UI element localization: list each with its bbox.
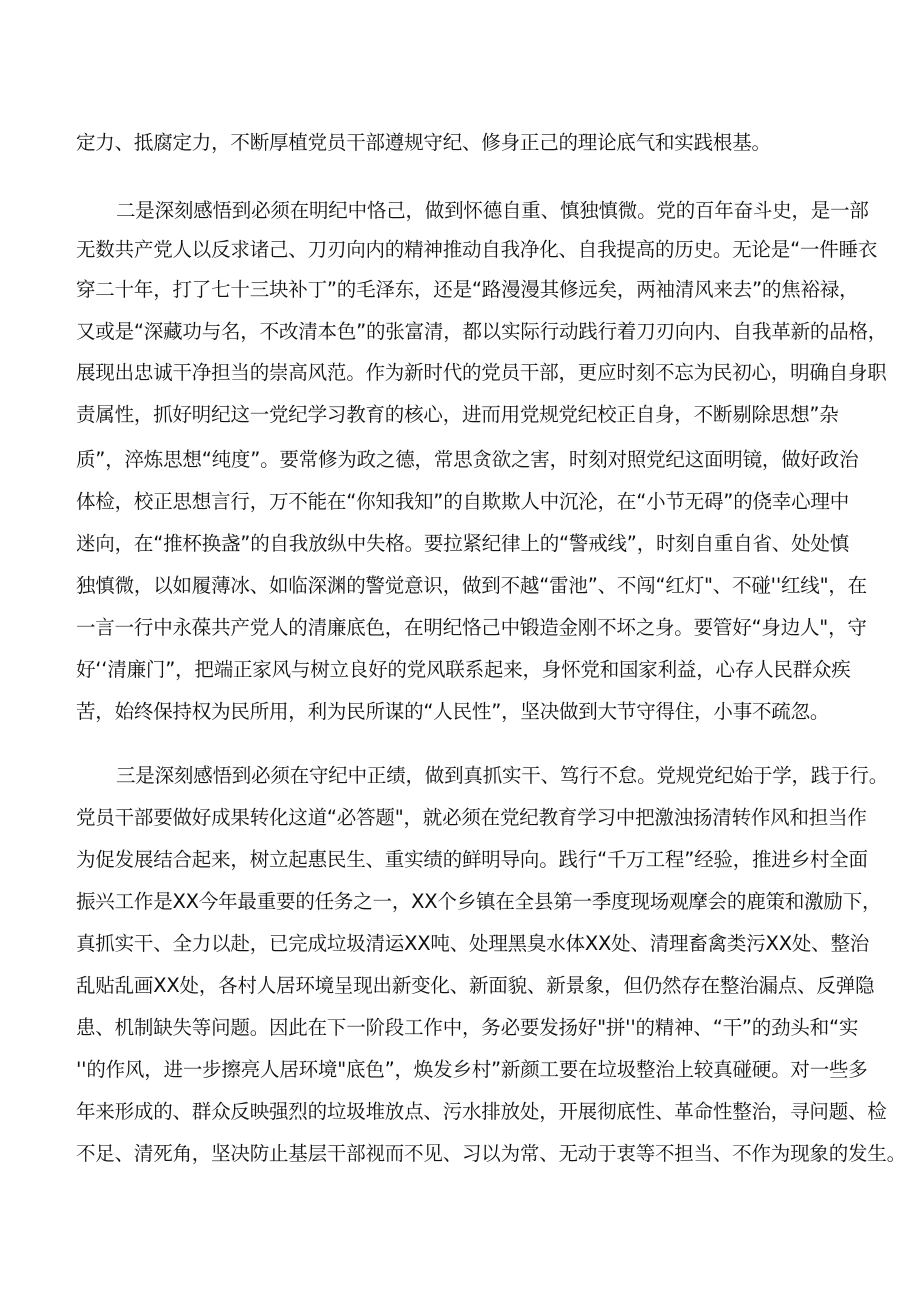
paragraph-2-line-1: 二是深刻感悟到必须在明纪中恪己，做到怀德自重、慎独慎微。党的百年奋斗史，是一部 [116, 199, 869, 222]
paragraph-3-line-7: 患、机制缺失等问题。因此在下一阶段工作中，务必要发扬好"拼''的精神、“干”的劲头和“实 [76, 1016, 859, 1039]
paragraph-2-line-11: 一言一行中永葆共产党人的清廉底色，在明纪恪己中锻造金刚不坏之身。要管好“身边人"，守 [76, 616, 867, 639]
paragraph-3-line-6: 乱贴乱画XX处，各村人居环境呈现出新变化、新面貌、新景象，但仍然存在整治漏点、反弹隐 [76, 974, 875, 997]
paragraph-2-line-12: 好‘‘清廉门”，把端正家风与树立良好的党风联系起来，身怀党和国家利益，心存人民群众疾 [76, 658, 851, 681]
paragraph-2-line-4: 又或是“深藏功与名，不改清本色”的张富清，都以实际行动践行着刀刃向内、自我革新的品格， [76, 320, 888, 343]
paragraph-2-line-10: 独慎微，以如履薄冰、如临深渊的警觉意识，做到不越“雷池”、不闯“红灯"、不碰''红线"，在 [76, 574, 867, 597]
paragraph-3-line-1: 三是深刻感悟到必须在守纪中正绩，做到真抓实干、笃行不怠。党规党纪始于学，践于行。 [116, 764, 889, 787]
paragraph-3-line-9: 年来形成的、群众反映强烈的垃圾堆放点、污水排放处，开展彻底性、革命性整治，寻问题、检 [76, 1100, 887, 1123]
paragraph-3-line-3: 为促发展结合起来，树立起惠民生、重实绩的鲜明导向。践行“千万工程”经验，推进乡村全面 [76, 848, 868, 871]
paragraph-3-line-2: 党员干部要做好成果转化这道“必答题"，就必须在党纪教育学习中把激浊扬清转作风和担当作 [76, 806, 867, 829]
paragraph-2-line-5: 展现出忠诚干净担当的崇高风范。作为新时代的党员干部，更应时刻不忘为民初心，明确自身职 [76, 361, 887, 384]
paragraph-2-line-9: 迷向，在“推杯换盏”的自我放纵中失格。要拉紧纪律上的“警戒线”，时刻自重自省、处处慎 [76, 532, 850, 555]
paragraph-3-line-4: 振兴工作是XX今年最重要的任务之一，XX个乡镇在全县第一季度现场观摩会的鹿策和激励下， [76, 890, 882, 913]
paragraph-2-line-3: 穿二十年，打了七十三块补丁”的毛泽东，还是“路漫漫其修远矣，两袖清风来去”的焦裕禄， [76, 278, 859, 301]
paragraph-2-line-6: 责属性，抓好明纪这一党纪学习教育的核心，进而用党规党纪校正自身，不断剔除思想”杂 [76, 403, 839, 426]
paragraph-3-line-8: ''的作风，进一步擦亮人居环境"底色”，焕发乡村”新颜工要在垃圾整治上较真碰硬。对一些多 [76, 1058, 868, 1081]
paragraph-2-line-8: 体检，校正思想言行，万不能在“你知我知”的自欺欺人中沉沦，在“小节无碍”的侥幸心理中 [76, 490, 850, 513]
paragraph-2-line-2: 无数共产党人以反求诸己、刀刃向内的精神推动自我净化、自我提高的历史。无论是“一件睡衣 [76, 238, 878, 261]
paragraph-2-line-7: 质”，淬炼思想“纯度”。要常修为政之德，常思贪欲之害，时刻对照党纪这面明镜，做好政治 [76, 448, 859, 471]
paragraph-1-line-1: 定力、抵腐定力，不断厚植党员干部遵规守纪、修身正己的理论底气和实践根基。 [76, 131, 771, 154]
paragraph-3-line-5: 真抓实干、全力以赴，已完成垃圾清运XX吨、处理黑臭水体XX处、清理畜禽类污XX处、整治 [76, 932, 870, 955]
paragraph-3-line-10: 不足、清死角，坚决防止基层干部视而不见、习以为常、无动于衷等不担当、不作为现象的发生。 [76, 1142, 906, 1165]
paragraph-2-line-13: 苦，始终保持权为民所用，利为民所谋的“人民性”，坚决做到大节守得住，小事不疏忽。 [76, 700, 830, 723]
